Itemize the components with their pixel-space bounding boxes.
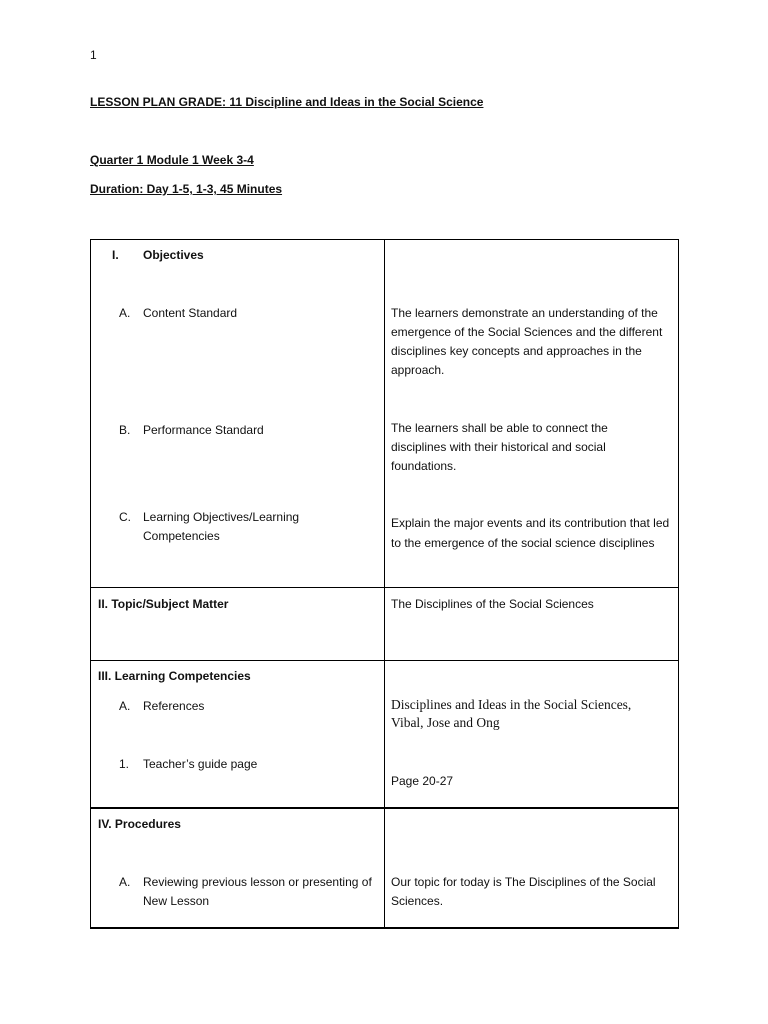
table-border-right	[678, 239, 679, 929]
performance-standard-marker: B.	[119, 423, 131, 437]
references-value: Disciplines and Ideas in the Social Sciences, Vibal, Jose and Ong	[391, 697, 632, 730]
lesson-plan-title: LESSON PLAN GRADE: 11 Discipline and Ideas in the Social Science	[90, 95, 484, 109]
learning-objectives-label: Learning Objectives/Learning Competencies	[143, 510, 300, 543]
references-marker: A.	[119, 699, 131, 713]
objectives-marker: I.	[112, 248, 119, 262]
content-standard-marker: A.	[119, 306, 131, 320]
topic-heading: II. Topic/Subject Matter	[98, 597, 229, 611]
quarter-line: Quarter 1 Module 1 Week 3-4	[90, 153, 254, 167]
page-number: 1	[90, 48, 97, 62]
objectives-heading: Objectives	[143, 248, 204, 262]
learning-objectives-value: Explain the major events and its contribution that led to the emergence of the social science disciplines	[391, 516, 670, 550]
duration-line: Duration: Day 1-5, 1-3, 45 Minutes	[90, 182, 283, 196]
procedure-item-marker: A.	[119, 875, 131, 889]
procedures-heading: IV. Procedures	[98, 817, 181, 831]
content-standard-label: Content Standard	[143, 306, 238, 320]
procedure-item-label: Reviewing previous lesson or presenting of New Lesson	[143, 875, 372, 908]
guide-page-value: Page 20-27	[391, 774, 454, 788]
content-standard-value: The learners demonstrate an understanding of the emergence of the Social Sciences and the different disciplines key concepts and approaches in the approach.	[391, 306, 663, 377]
performance-standard-value: The learners shall be able to connect the disciplines with their historical and social foundations.	[391, 421, 608, 473]
learning-objectives-marker: C.	[119, 510, 131, 524]
guide-marker: 1.	[119, 757, 130, 771]
topic-value: The Disciplines of the Social Sciences	[391, 597, 594, 611]
references-label: References	[143, 699, 205, 713]
performance-standard-label: Performance Standard	[143, 423, 264, 437]
table-border-left	[90, 239, 91, 929]
competencies-heading: III. Learning Competencies	[98, 669, 251, 683]
column-divider	[384, 239, 385, 929]
procedure-item-value: Our topic for today is The Disciplines of the Social Sciences.	[391, 875, 656, 908]
guide-label: Teacher’s guide page	[143, 757, 258, 771]
